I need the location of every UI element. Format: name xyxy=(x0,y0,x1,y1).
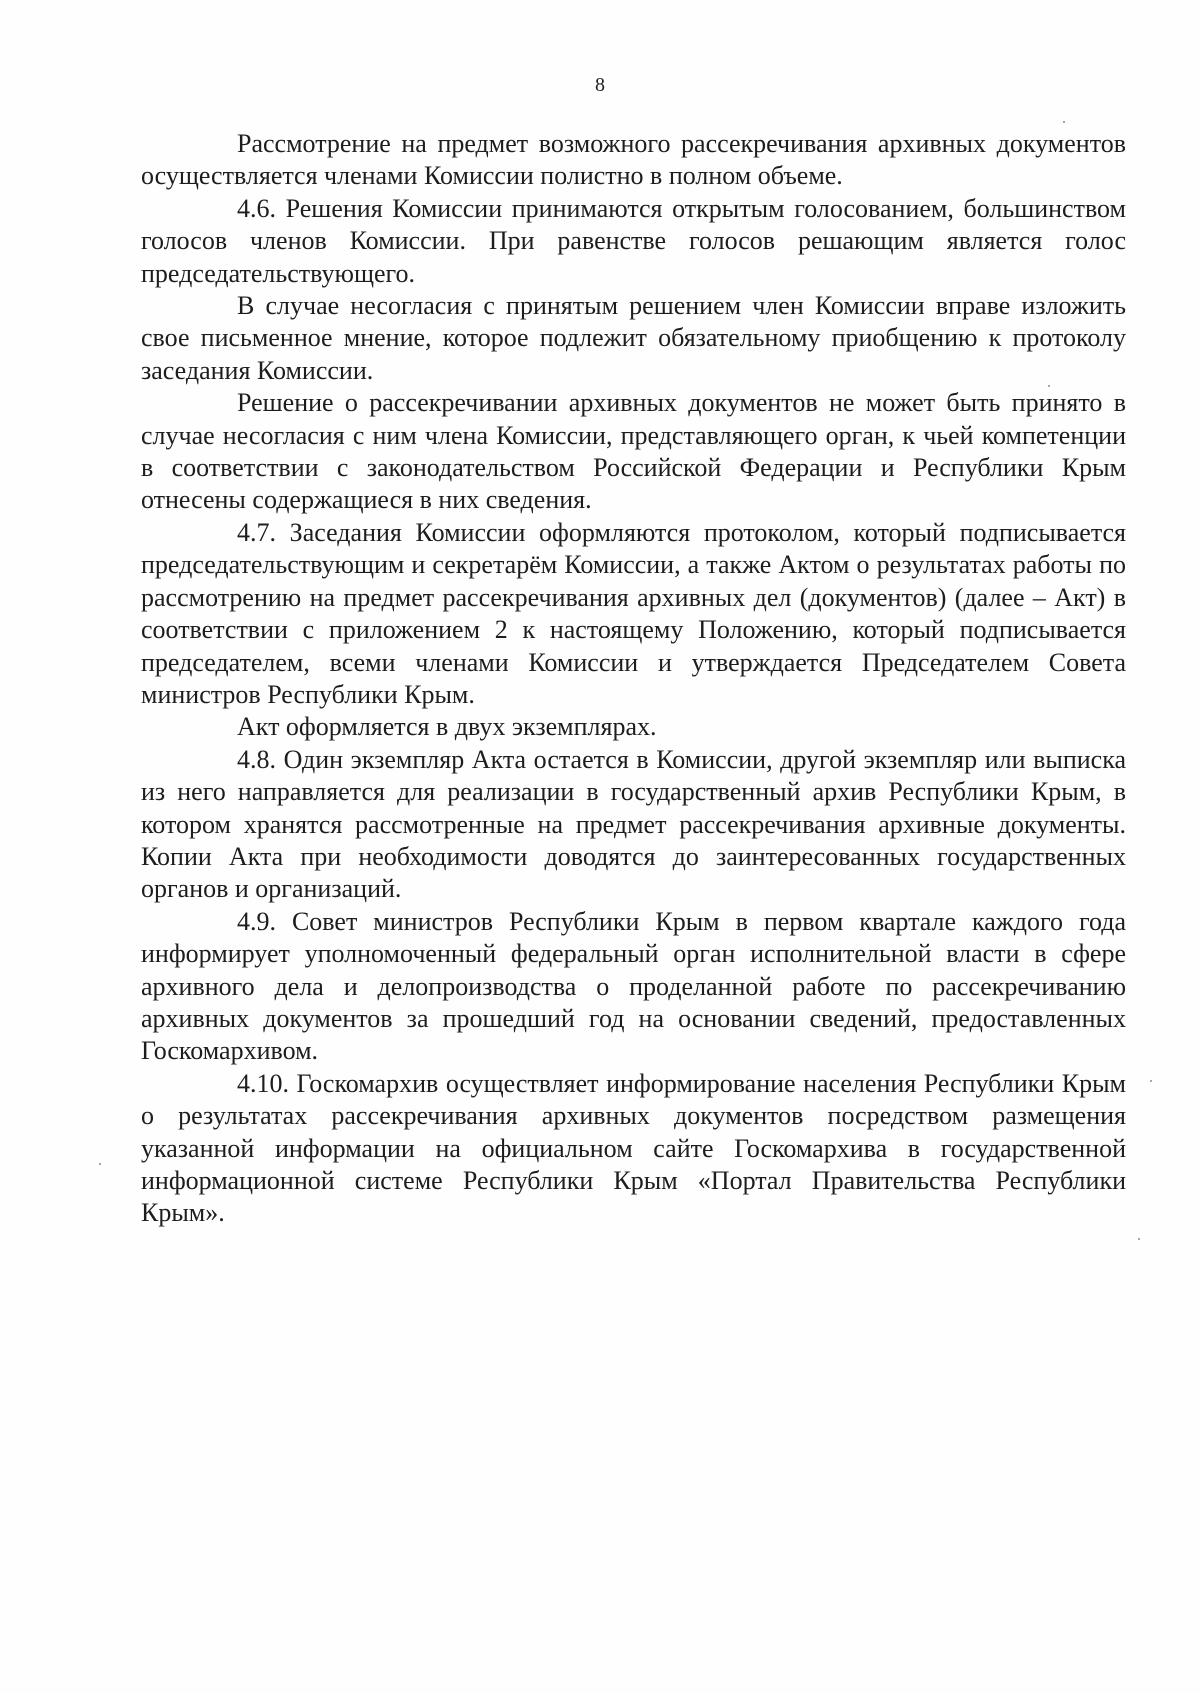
paragraph-4-8: 4.8. Один экземпляр Акта остается в Комиссии, другой экземпляр или выписка из него направляется для реализации в государственный архив Республики Крым, в котором хранятся рассмотренные на предмет рассекречивания архивные документы. Копии Акта при необходимости доводятся до заинтересованных государственных органов и организаций. xyxy=(141,744,1126,904)
paragraph-act-copies: Акт оформляется в двух экземплярах. xyxy=(237,712,657,742)
page-number: 8 xyxy=(595,74,605,96)
paragraph-dissent: В случае несогласия с принятым решением член Комиссии вправе изложить свое письменное мнение, которое подлежит обязательному приобщению к протоколу заседания Комиссии. xyxy=(141,291,1126,385)
paragraph-4-6: 4.6. Решения Комиссии принимаются открытым голосованием, большинством голосов членов Комиссии. При равенстве голосов решающим является голос председательствующего. xyxy=(141,193,1126,288)
paragraph-review-scope: Рассмотрение на предмет возможного рассекречивания архивных документов осуществляется членами Комиссии полистно в полном объеме. xyxy=(141,129,1126,191)
paragraph-4-10: 4.10. Госкомархив осуществляет информирование населения Республики Крым о результатах рассекречивания архивных документов посредством размещения указанной информации на официальном сайте Госкомархива в государственной информационной системе Республики Крым «Портал Правительства Республики Крым». xyxy=(141,1068,1126,1228)
paragraph-declassification-decision: Решение о рассекречивании архивных документов не может быть принято в случае несогласия с ним члена Комиссии, представляющего орган, к чьей компетенции в соответствии с законодательством Российской Федерации и Республики Крым отнесены содержащиеся в них сведения. xyxy=(141,388,1126,515)
paragraph-4-7: 4.7. Заседания Комиссии оформляются протоколом, который подписывается председательствующим и секретарём Комиссии, а также Актом о результатах работы по рассмотрению на предмет рассекречивания архивных дел (документов) (далее – Акт) в соответствии с приложением 2 к настоящему Положению, который подписывается председателем, всеми членами Комиссии и утверждается Председателем Совета министров Республики Крым. xyxy=(141,517,1126,709)
paragraph-4-9: 4.9. Совет министров Республики Крым в первом квартале каждого года информирует уполномоченный федеральный орган исполнительной власти в сфере архивного дела и делопроизводства о проделанной работе по рассекречиванию архивных документов за прошедший год на основании сведений, предоставленных Госкомархивом. xyxy=(141,906,1126,1066)
document-body xyxy=(141,128,1126,1230)
